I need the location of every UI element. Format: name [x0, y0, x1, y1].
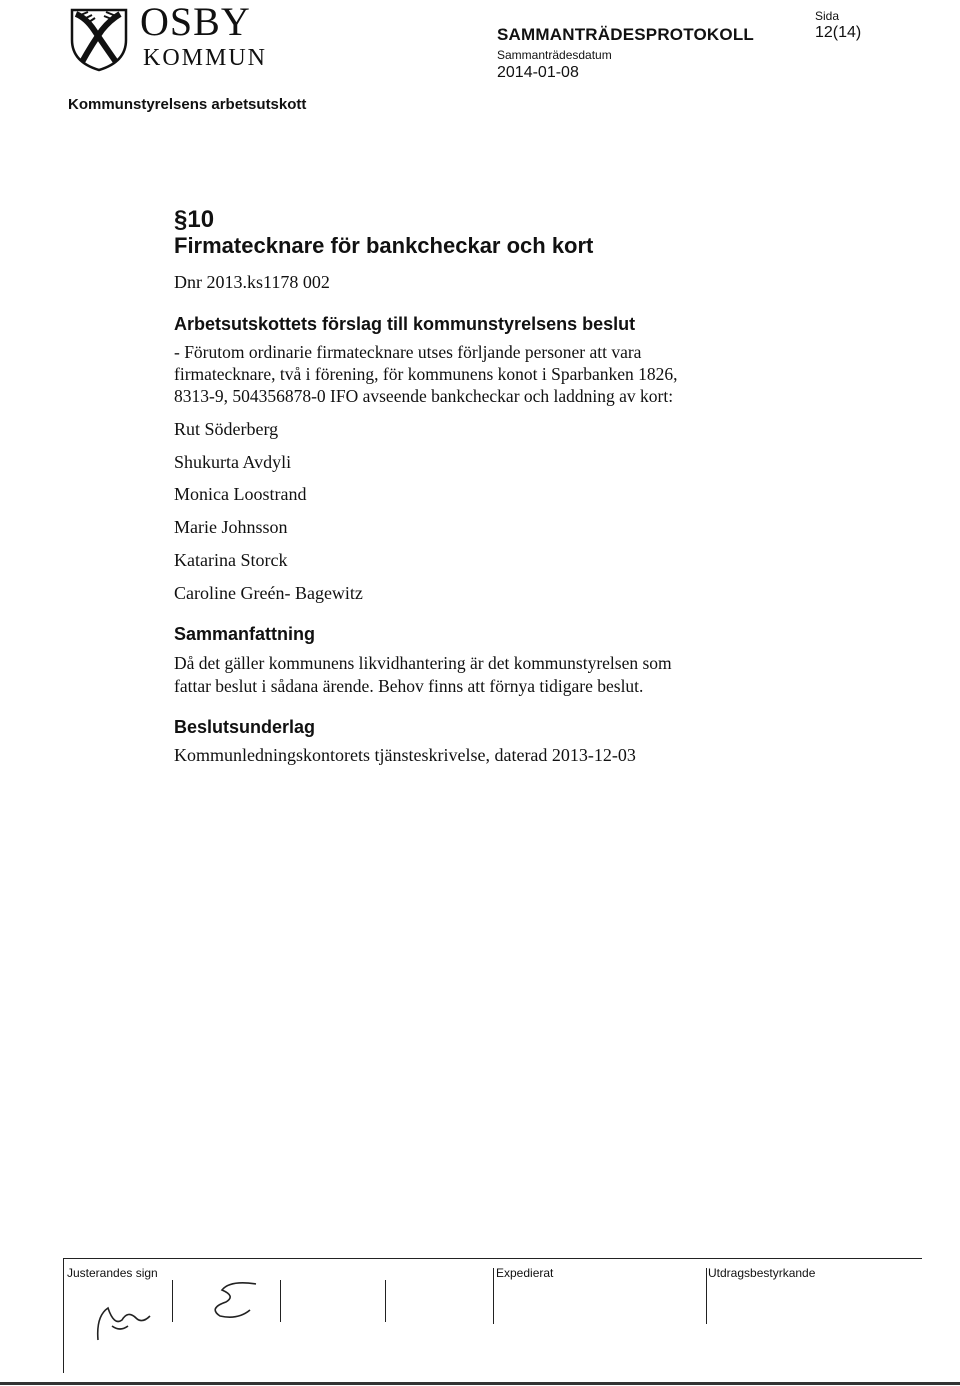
signatory-name: Rut Söderberg	[174, 419, 279, 439]
section-title: Firmatecknare för bankcheckar och kort	[174, 233, 594, 258]
meeting-date-value: 2014-01-08	[497, 64, 579, 81]
proposal-line: 8313-9, 504356878-0 IFO avseende bankcheckar och laddning av kort:	[174, 386, 674, 406]
utdrag-label: Utdragsbestyrkande	[708, 1266, 816, 1280]
proposal-line: firmatecknare, två i förening, för kommunens konot i Sparbanken 1826,	[174, 364, 678, 384]
signatory-name: Caroline Greén- Bagewitz	[174, 583, 363, 603]
handwritten-signature-1	[92, 1286, 162, 1346]
meeting-date-label: Sammanträdesdatum	[497, 48, 612, 62]
handwritten-signature-2	[200, 1276, 270, 1326]
signatory-name: Katarina Storck	[174, 550, 288, 570]
page-label: Sida	[815, 9, 840, 23]
signatory-name: Shukurta Avdyli	[174, 452, 292, 472]
document-type: SAMMANTRÄDESPROTOKOLL	[497, 25, 754, 44]
signatory-name: Marie Johnsson	[174, 517, 288, 537]
summary-line: fattar beslut i sådana ärende. Behov finns att förnya tidigare beslut.	[174, 676, 644, 696]
signature-divider	[172, 1280, 173, 1322]
signatory-name: Monica Loostrand	[174, 484, 307, 504]
expedierat-label: Expedierat	[496, 1266, 554, 1280]
signature-divider	[493, 1268, 494, 1324]
paragraph-heading	[174, 206, 214, 234]
signature-divider	[706, 1268, 707, 1324]
signature-divider	[280, 1280, 281, 1322]
summary-heading: Sammanfattning	[174, 624, 316, 644]
municipality-crest-icon	[66, 6, 132, 72]
summary-text	[174, 652, 774, 698]
page-number: 12(14)	[815, 24, 862, 41]
justering-label: Justerandes sign	[67, 1266, 158, 1280]
summary-line: Då det gäller kommunens likvidhantering är det kommunstyrelsen som	[174, 653, 672, 673]
committee-name: Kommunstyrelsens arbetsutskott	[68, 96, 307, 113]
municipality-logo-name: OSBY	[140, 0, 251, 44]
diary-number: Dnr 2013.ks1178 002	[174, 272, 330, 292]
bottom-rule	[0, 1382, 960, 1385]
proposal-line: - Förutom ordinarie firmatecknare utses förljande personer att vara	[174, 342, 642, 362]
decision-basis-text: Kommunledningskontorets tjänsteskrivelse, daterad 2013-12-03	[174, 745, 636, 765]
municipality-logo-sub: KOMMUN	[143, 45, 268, 71]
decision-basis-heading: Beslutsunderlag	[174, 717, 316, 737]
proposal-heading: Arbetsutskottets förslag till kommunstyrelsens beslut	[174, 314, 636, 334]
paragraph-sign-icon: §	[174, 206, 188, 233]
proposal-text	[174, 341, 774, 407]
signature-divider	[385, 1280, 386, 1322]
paragraph-number: 10	[187, 206, 215, 233]
